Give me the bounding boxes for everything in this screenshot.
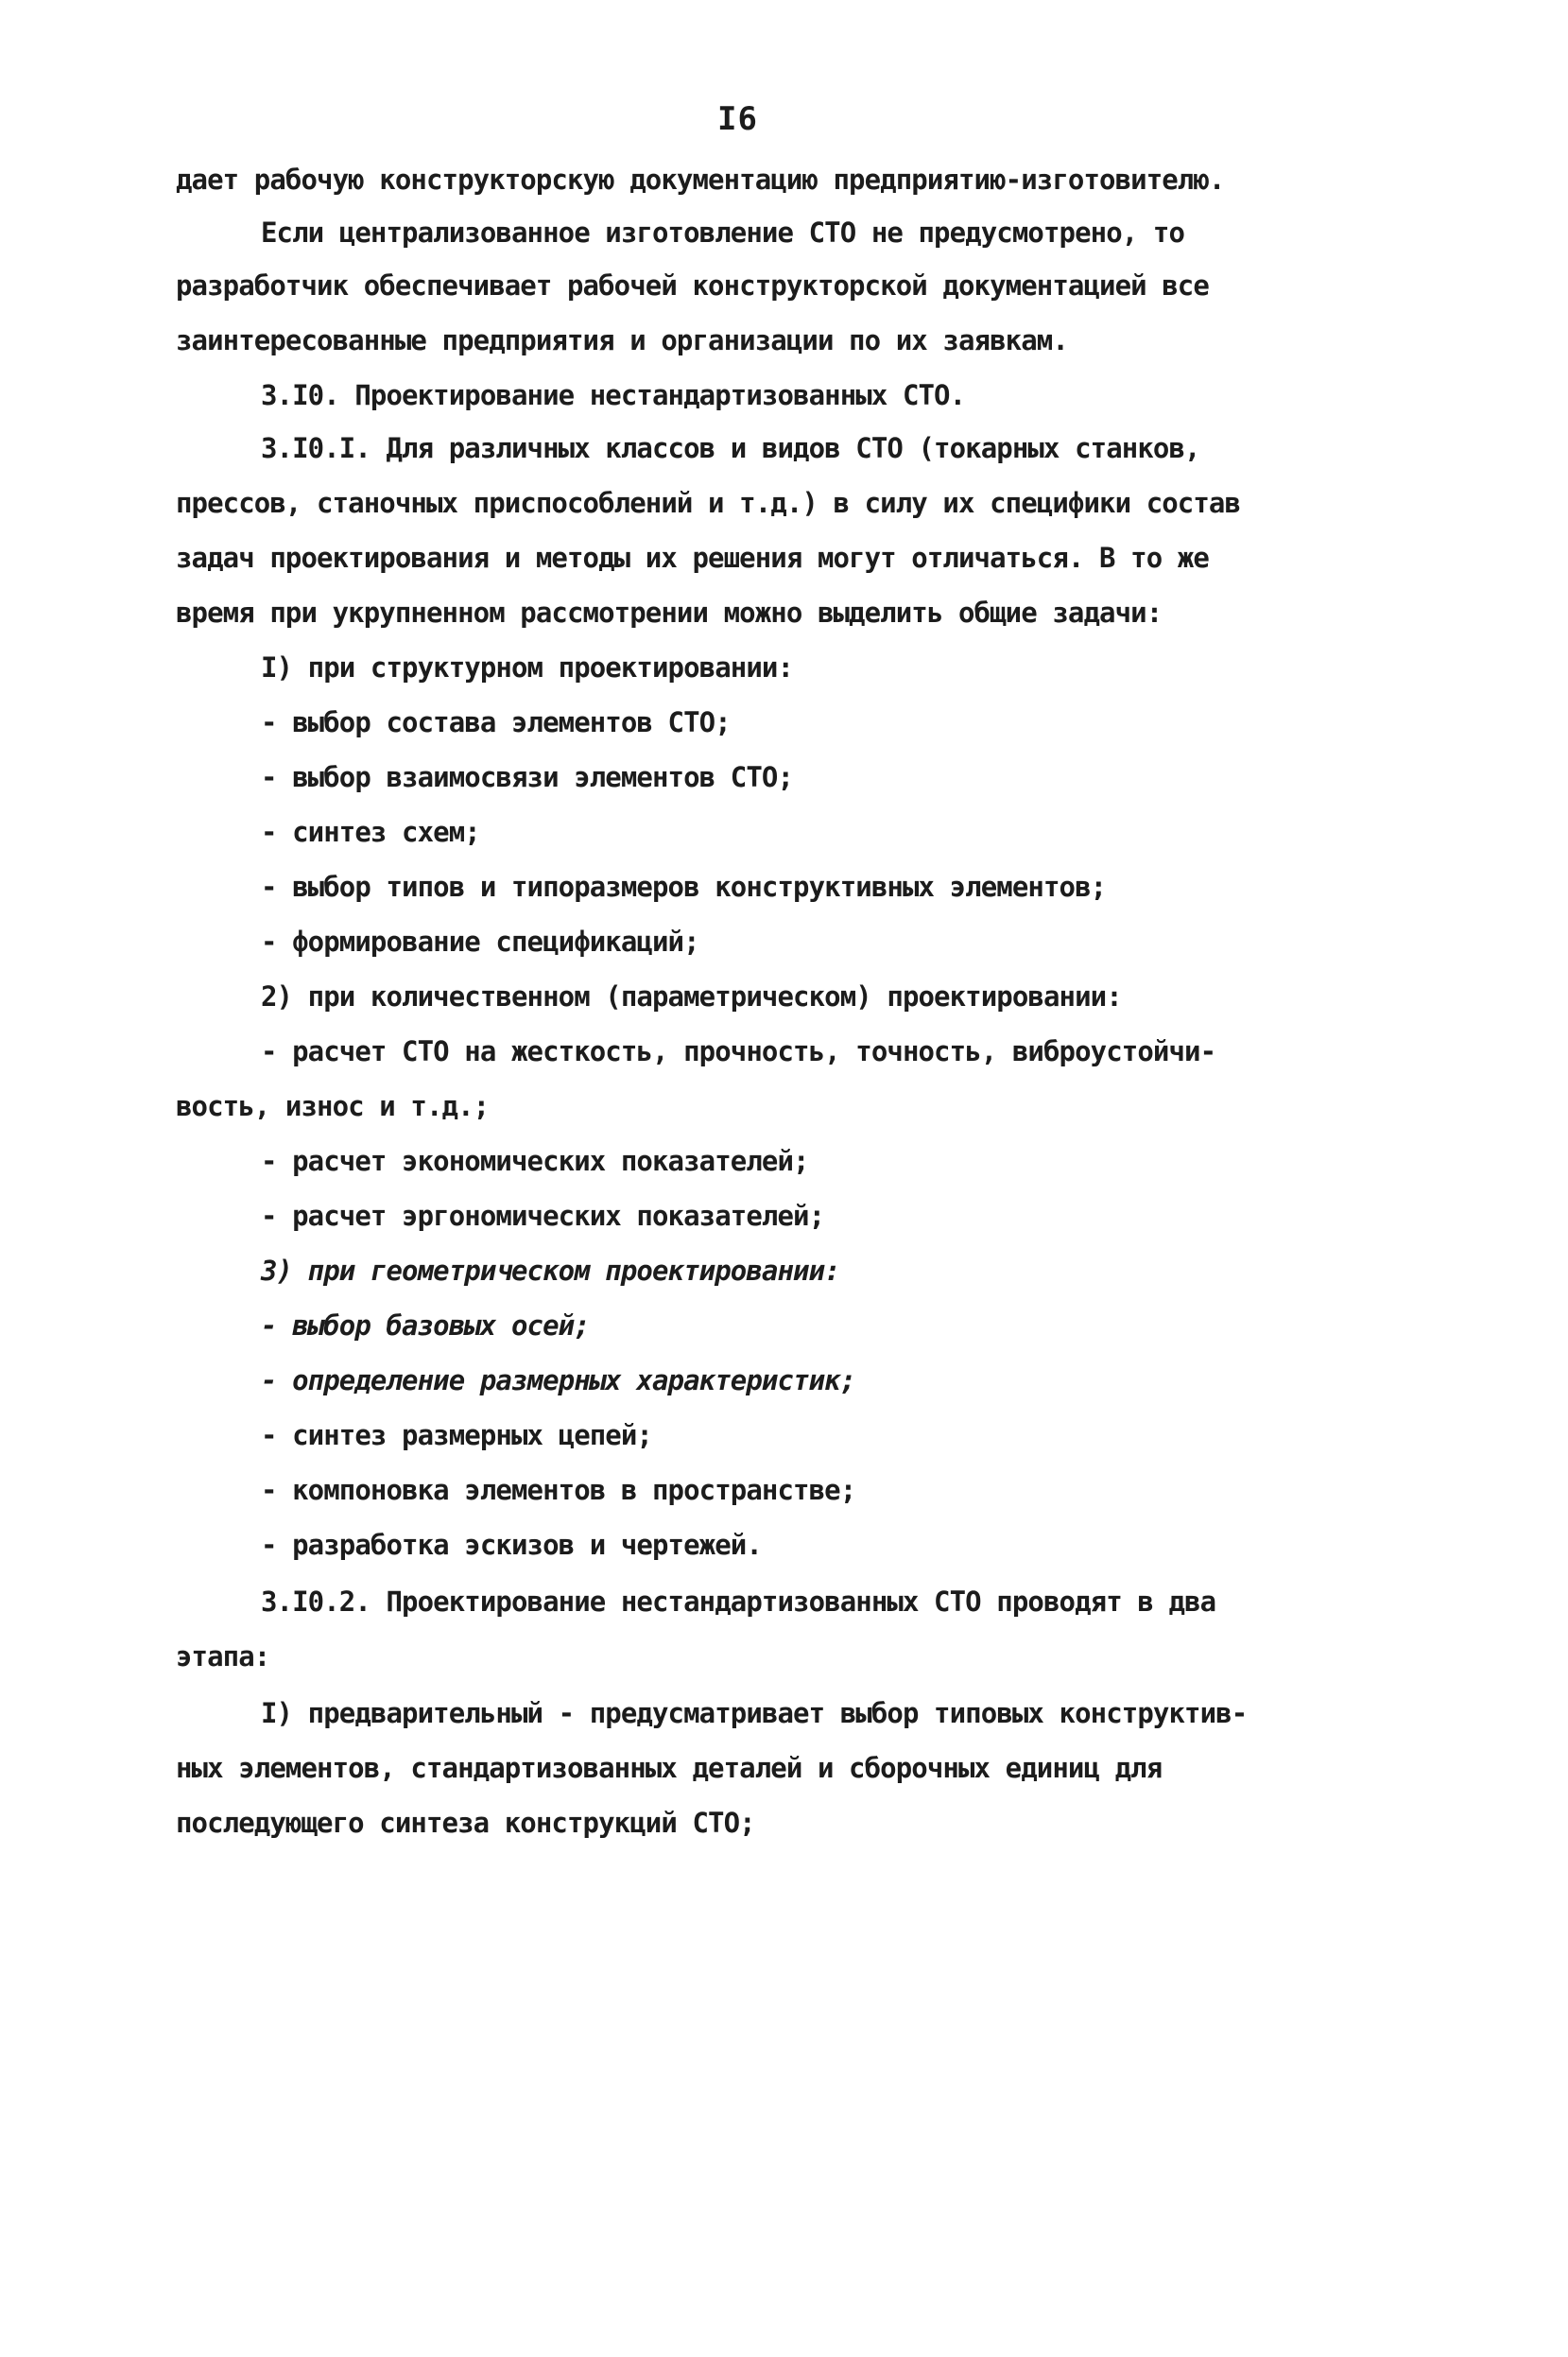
text-line: Если централизованное изготовление СТО не предусмотрено, то xyxy=(261,217,1185,249)
text-line: разработчик обеспечивает рабочей конструкторской документацией все xyxy=(176,269,1209,302)
list-item: - расчет экономических показателей; xyxy=(261,1145,809,1177)
list-item: - выбор базовых осей; xyxy=(261,1309,590,1342)
text-line: ных элементов, стандартизованных деталей и сборочных единиц для xyxy=(176,1752,1163,1784)
list-heading: I) при структурном проектировании: xyxy=(261,651,794,684)
section-heading: 3.I0. Проектирование нестандартизованных СТО. xyxy=(261,379,966,411)
text-line: этапа: xyxy=(176,1640,270,1672)
list-item: - синтез размерных цепей; xyxy=(261,1419,652,1451)
text-line: дает рабочую конструкторскую документацию предприятию-изготовителю. xyxy=(176,164,1225,196)
list-item: - выбор состава элементов СТО; xyxy=(261,706,731,738)
list-item: - разработка эскизов и чертежей. xyxy=(261,1529,762,1561)
list-item: - расчет эргономических показателей; xyxy=(261,1200,825,1232)
page-number: I6 xyxy=(717,100,758,138)
text-line: 3.I0.2. Проектирование нестандартизованных СТО проводят в два xyxy=(261,1586,1216,1618)
list-item: - выбор взаимосвязи элементов СТО; xyxy=(261,761,794,793)
text-line: задач проектирования и методы их решения могут отличаться. В то же xyxy=(176,542,1209,574)
list-heading: 3) при геометрическом проектировании: xyxy=(261,1255,840,1287)
text-line: заинтересованные предприятия и организации по их заявкам. xyxy=(176,324,1068,356)
text-line: прессов, станочных приспособлений и т.д.) в силу их специфики состав xyxy=(176,487,1241,519)
list-item: - выбор типов и типоразмеров конструктивных элементов; xyxy=(261,871,1107,903)
list-item: - компоновка элементов в пространстве; xyxy=(261,1474,856,1506)
list-item: - определение размерных характеристик; xyxy=(261,1364,856,1396)
list-item: - синтез схем; xyxy=(261,816,480,848)
text-line: последующего синтеза конструкций СТО; xyxy=(176,1807,755,1839)
text-line: 3.I0.I. Для различных классов и видов СТО (токарных станков, xyxy=(261,432,1200,464)
list-item: - расчет СТО на жесткость, прочность, точность, виброустойчи- xyxy=(261,1035,1216,1067)
text-line: время при укрупненном рассмотрении можно выделить общие задачи: xyxy=(176,597,1163,629)
list-item-continuation: вость, износ и т.д.; xyxy=(176,1090,490,1122)
list-item: I) предварительный - предусматривает выбор типовых конструктив- xyxy=(261,1697,1248,1729)
list-item: - формирование спецификаций; xyxy=(261,926,699,958)
list-heading: 2) при количественном (параметрическом) проектировании: xyxy=(261,980,1122,1013)
